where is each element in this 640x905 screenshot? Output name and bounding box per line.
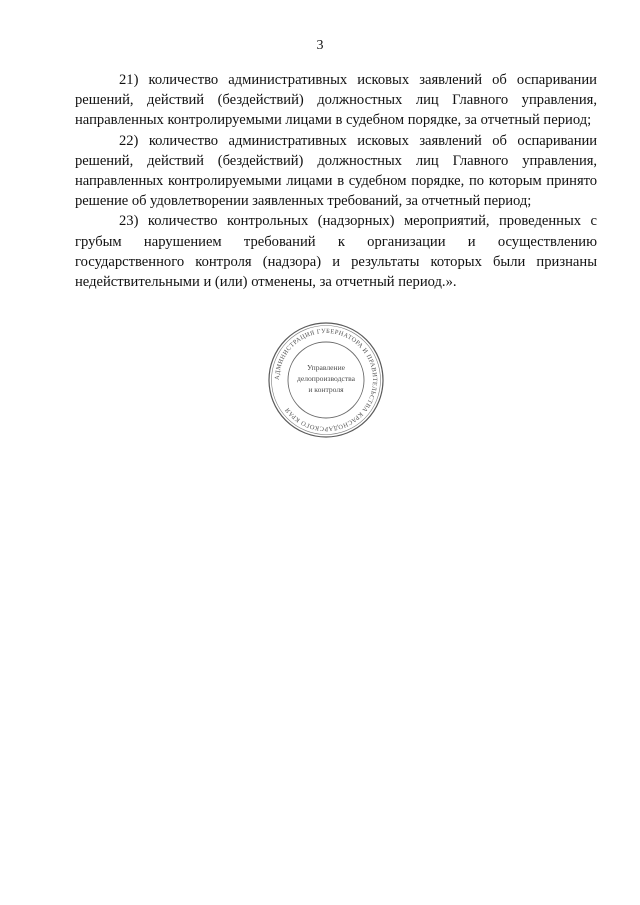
paragraph-22: 22) количество административных исковых заявлений об оспаривании решений, действий (бездействий) должностных лиц Главного управления, направленных контролируемыми лицами в судебном порядке, по которым принято решение об удовлетворении заявленных требований, за отчетный период; [75, 132, 597, 210]
stamp-center-line-3: и контроля [308, 385, 344, 394]
stamp-center-line-2: делопроизводства [296, 374, 356, 383]
page-number: 3 [316, 38, 324, 53]
official-stamp [266, 320, 386, 440]
stamp-center-line-1: Управление [306, 363, 346, 372]
stamp-ring-text: АДМИНИСТРАЦИЯ ГУБЕРНАТОРА И ПРАВИТЕЛЬСТВА КРАСНОДАРСКОГО КРАЯ [273, 327, 379, 433]
paragraph-23: 23) количество контрольных (надзорных) мероприятий, проведенных с грубым нарушением требований к организации и осуществлению государственного контроля (надзора) и результаты которых были признаны недействительными и (или) отменены, за отчетный период.». [75, 213, 597, 291]
paragraph-21: 21) количество административных исковых заявлений об оспаривании решений, действий (бездействий) должностных лиц Главного управления, направленных контролируемыми лицами в судебном порядке, за отчетный период; [75, 72, 597, 129]
document-body [75, 70, 597, 292]
stamp-seal-graphic [266, 320, 386, 440]
